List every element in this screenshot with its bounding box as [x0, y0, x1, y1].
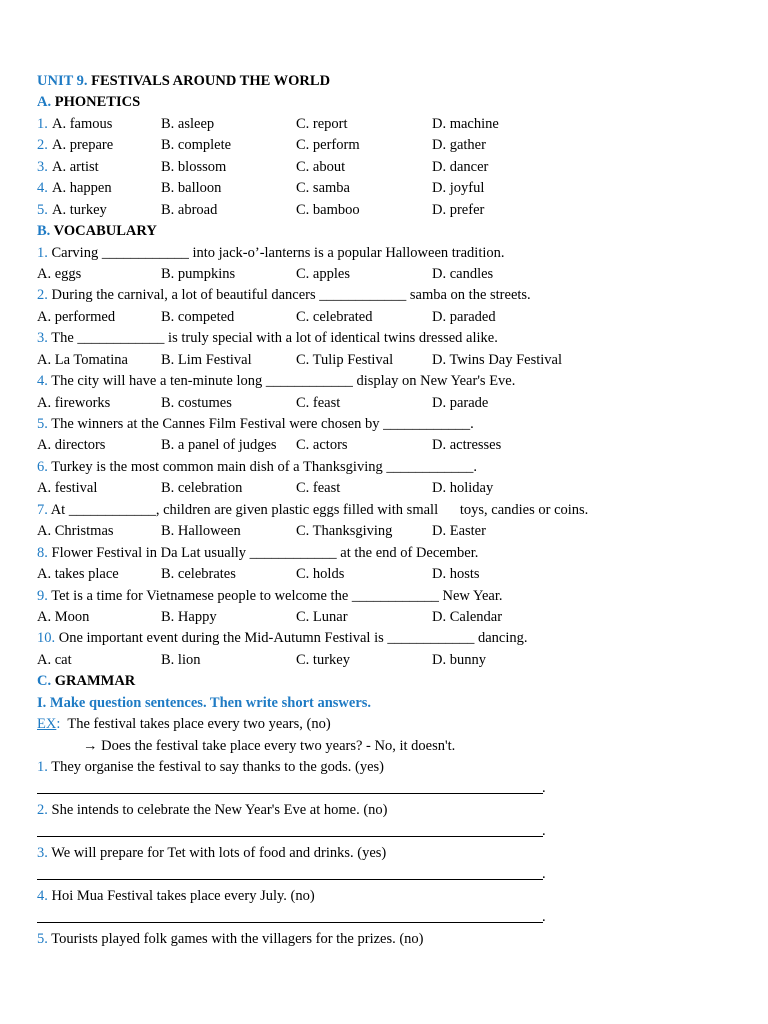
item-number: 4.: [37, 887, 48, 904]
option-c: C. report: [296, 115, 348, 132]
item-number: 6.: [37, 458, 48, 475]
question-text: One important event during the Mid-Autumn Festival is ____________ dancing.: [58, 630, 528, 647]
option-a: A. festival: [37, 480, 98, 497]
section-letter: C.: [37, 673, 52, 690]
question-row: [37, 586, 737, 607]
item-number: 4.: [37, 373, 48, 390]
item-number: 5.: [37, 930, 48, 947]
option-d: D. bunny: [432, 651, 486, 668]
example-label: EX: [37, 716, 57, 733]
options-row: [37, 435, 737, 456]
question-text: During the carnival, a lot of beautiful dancers ____________ samba on the streets.: [51, 287, 531, 304]
option-a: A. directors: [37, 437, 106, 454]
phonetics-list: [37, 114, 737, 221]
option-d: D. actresses: [432, 437, 502, 454]
section-letter: A.: [37, 94, 52, 111]
item-number: 5.: [37, 416, 48, 432]
answer-rule: [37, 836, 543, 837]
question-row: [37, 328, 737, 349]
question-text: The winners at the Cannes Film Festival were chosen by ____________.: [51, 416, 474, 432]
option-a: A. Moon: [37, 608, 90, 625]
answer-blank[interactable]: [37, 907, 737, 928]
option-b: B. Lim Festival: [161, 351, 252, 368]
item-number: 2.: [37, 801, 48, 818]
unit-label: UNIT 9.: [37, 73, 88, 89]
answer-rule: [37, 922, 543, 923]
option-b: B. lion: [161, 651, 201, 668]
phonetics-row: [37, 114, 737, 135]
options-row: [37, 393, 737, 414]
section-title: VOCABULARY: [53, 223, 157, 240]
section-phonetics-heading: [37, 92, 737, 113]
example-answer: Does the festival take place every two years? - No, it doesn't.: [97, 737, 456, 754]
section-vocabulary-heading: [37, 221, 737, 242]
arrow-icon: →: [83, 737, 98, 754]
item-number: 4.: [37, 180, 48, 197]
question-row: [37, 371, 737, 392]
options-row: [37, 607, 737, 628]
options-row: [37, 307, 737, 328]
phonetics-row: [37, 200, 737, 221]
option-c: C. Tulip Festival: [296, 351, 394, 368]
option-c: C. about: [296, 158, 346, 175]
unit-title: FESTIVALS AROUND THE WORLD: [91, 73, 331, 89]
option-a: A. prepare: [52, 137, 114, 154]
option-b: B. a panel of judges: [161, 437, 277, 454]
option-d: D. candles: [432, 265, 494, 282]
phonetics-row: [37, 135, 737, 156]
option-d: D. Calendar: [432, 608, 503, 625]
option-b: B. costumes: [161, 394, 232, 411]
question-text: Flower Festival in Da Lat usually ____________ at the end of December.: [51, 544, 479, 561]
example-colon: :: [56, 716, 61, 733]
item-number: 9.: [37, 587, 48, 604]
option-a: A. takes place: [37, 566, 119, 583]
item-number: 2.: [37, 287, 48, 304]
grammar-text: We will prepare for Tet with lots of food and drinks. (yes): [51, 844, 387, 861]
option-b: B. balloon: [161, 180, 222, 197]
worksheet: [37, 71, 737, 950]
option-b: B. blossom: [161, 158, 227, 175]
option-d: D. hosts: [432, 566, 480, 583]
option-b: B. abroad: [161, 201, 218, 218]
example-answer-line: [37, 736, 737, 757]
options-row: [37, 264, 737, 285]
option-d: D. gather: [432, 137, 486, 154]
answer-period: .: [542, 866, 546, 883]
vocabulary-list: [37, 243, 737, 672]
answer-period: .: [542, 823, 546, 840]
option-a: A. fireworks: [37, 394, 111, 411]
item-number: 1.: [37, 759, 48, 775]
item-number: 3.: [37, 330, 48, 347]
answer-period: .: [542, 909, 546, 926]
question-text: The city will have a ten-minute long ____________ display on New Year's Eve.: [51, 373, 516, 390]
option-b: B. asleep: [161, 115, 215, 132]
option-c: C. turkey: [296, 651, 350, 668]
option-c: C. feast: [296, 394, 341, 411]
item-number: 1.: [37, 244, 48, 261]
option-a: A. turkey: [52, 201, 107, 218]
example-text: The festival takes place every two years, (no): [60, 716, 331, 733]
item-number: 3.: [37, 158, 48, 175]
option-c: C. actors: [296, 437, 348, 454]
option-b: B. celebration: [161, 480, 243, 497]
answer-blank[interactable]: [37, 864, 737, 885]
answer-rule: [37, 793, 543, 794]
option-c: C. Lunar: [296, 608, 348, 625]
item-number: 10.: [37, 630, 56, 647]
question-row: [37, 285, 737, 306]
question-text: Tet is a time for Vietnamese people to welcome the ____________ New Year.: [51, 587, 503, 604]
option-a: A. cat: [37, 651, 72, 668]
example-line: [37, 714, 737, 735]
grammar-text: Tourists played folk games with the villagers for the prizes. (no): [51, 930, 424, 947]
section-title: GRAMMAR: [54, 673, 136, 690]
options-row: [37, 650, 737, 671]
question-text: Turkey is the most common main dish of a Thanksgiving ____________.: [51, 458, 477, 475]
option-c: C. samba: [296, 180, 350, 197]
option-c: C. Thanksgiving: [296, 523, 393, 540]
option-d: D. prefer: [432, 201, 485, 218]
option-d: D. parade: [432, 394, 489, 411]
phonetics-row: [37, 178, 737, 199]
question-row: [37, 414, 737, 435]
option-d: D. holiday: [432, 480, 494, 497]
option-b: B. pumpkins: [161, 265, 236, 282]
answer-rule: [37, 879, 543, 880]
option-a: A. Christmas: [37, 523, 114, 540]
option-b: B. Happy: [161, 608, 217, 625]
grammar-item: [37, 886, 737, 907]
unit-heading: [37, 71, 737, 92]
grammar-item: [37, 929, 737, 950]
item-number: 3.: [37, 844, 48, 861]
option-a: A. eggs: [37, 265, 82, 282]
options-row: [37, 521, 737, 542]
option-c: C. perform: [296, 137, 360, 154]
option-c: C. holds: [296, 566, 345, 583]
item-number: 2.: [37, 137, 48, 154]
option-a: A. artist: [52, 158, 99, 175]
grammar-text: Hoi Mua Festival takes place every July. (no): [51, 887, 315, 904]
option-a: A. happen: [52, 180, 112, 197]
option-d: D. Easter: [432, 523, 486, 540]
question-row: [37, 243, 737, 264]
options-row: [37, 478, 737, 499]
question-row: [37, 457, 737, 478]
item-number: 5.: [37, 201, 48, 218]
phonetics-row: [37, 157, 737, 178]
section-title: PHONETICS: [54, 94, 141, 111]
grammar-list: [37, 757, 737, 950]
question-row: [37, 628, 737, 649]
options-row: [37, 350, 737, 371]
option-b: B. celebrates: [161, 566, 236, 583]
option-b: B. Halloween: [161, 523, 241, 540]
section-letter: B.: [37, 223, 51, 240]
option-c: C. celebrated: [296, 308, 373, 325]
option-a: A. famous: [52, 115, 113, 132]
item-number: 1.: [37, 115, 48, 132]
option-d: D. joyful: [432, 180, 485, 197]
question-text: At ____________, children are given plastic eggs filled with small toys, candies or coins.: [50, 501, 589, 518]
question-row: [37, 500, 737, 521]
grammar-text: She intends to celebrate the New Year's Eve at home. (no): [51, 801, 388, 818]
options-row: [37, 564, 737, 585]
answer-blank[interactable]: [37, 778, 737, 799]
grammar-item: [37, 800, 737, 821]
grammar-item: [37, 843, 737, 864]
option-b: B. competed: [161, 308, 235, 325]
option-d: D. paraded: [432, 308, 496, 325]
answer-blank[interactable]: [37, 821, 737, 842]
option-d: D. Twins Day Festival: [432, 351, 563, 368]
option-c: C. feast: [296, 480, 341, 497]
grammar-instruction: I. Make question sentences. Then write short answers.: [37, 694, 372, 711]
question-row: [37, 543, 737, 564]
grammar-item: [37, 757, 737, 778]
item-number: 8.: [37, 544, 48, 561]
option-b: B. complete: [161, 137, 232, 154]
option-c: C. apples: [296, 265, 350, 282]
question-text: Carving ____________ into jack-o’-lanterns is a popular Halloween tradition.: [51, 244, 505, 261]
section-grammar-heading: [37, 671, 737, 692]
question-text: The ____________ is truly special with a lot of identical twins dressed alike.: [51, 330, 498, 347]
grammar-text: They organise the festival to say thanks to the gods. (yes): [51, 759, 385, 775]
option-a: A. La Tomatina: [37, 351, 128, 368]
option-d: D. dancer: [432, 158, 489, 175]
option-d: D. machine: [432, 115, 499, 132]
option-c: C. bamboo: [296, 201, 360, 218]
option-a: A. performed: [37, 308, 116, 325]
item-number: 7.: [37, 501, 48, 518]
answer-period: .: [542, 780, 546, 797]
